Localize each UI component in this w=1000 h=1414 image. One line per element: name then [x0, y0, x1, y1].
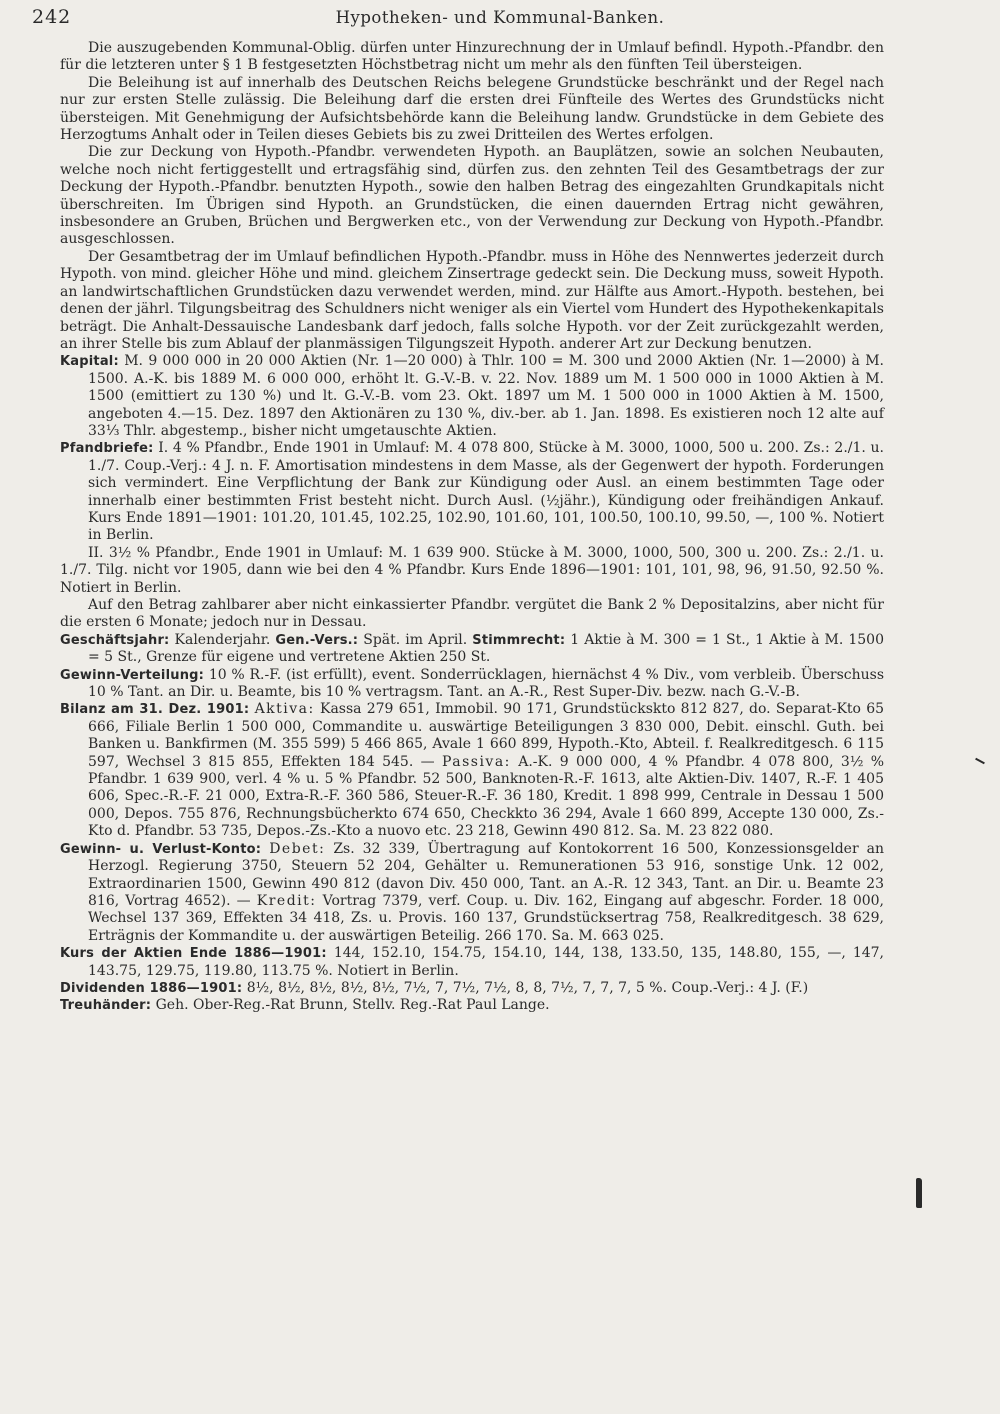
- bilanz-aktiva-word: Aktiva:: [254, 701, 315, 718]
- entry-pfandbriefe: [60, 440, 884, 544]
- dividenden-label: Dividenden 1886—1901:: [60, 980, 243, 996]
- entry-bilanz: [60, 701, 884, 840]
- entry-dividenden: [60, 980, 884, 997]
- margin-tick-mark: [975, 758, 985, 764]
- page-body: [60, 40, 884, 1015]
- entry-kurs: [60, 945, 884, 980]
- entry-treuhaender: [60, 997, 884, 1014]
- paragraph-kommunal-oblig: Die auszugebenden Kommunal-Oblig. dürfen unter Hinzurechnung der in Umlauf befindl. Hypoth.-Pfandbr. den für die letzteren unter § 1 B festgesetzten Höchstbetrag nicht um mehr als den fünften Teil übersteigen.: [60, 40, 884, 74]
- pfandbriefe-text: I. 4 % Pfandbr., Ende 1901 in Umlauf: M. 4 078 800, Stücke à M. 3000, 1000, 500 u. 200. Zs.: 2./1. u. 1./7. Coup.-Verj.: 4 J. n. F. Amortisation mindestens in dem Masse, als der Gegenwert der hypoth. Forderungen sich vermindert. Eine Verpflichtung der Bank zur Kündigung oder Ausl. an einem bestimmten Tage oder innerhalb einer bestimmten Frist besteht nicht. Durch Ausl. (½jähr.), Kündigung oder freihändigen Ankauf. Kurs Ende 1891—1901: 101.20, 101.45, 102.25, 102.90, 101.60, 101, 100.50, 100.10, 99.50, —, 100 %. Notiert in Berlin.: [88, 440, 884, 544]
- page-number: 242: [32, 6, 72, 28]
- gen-vers-label: Gen.-Vers.:: [275, 632, 359, 648]
- kapital-label: Kapital:: [60, 354, 119, 370]
- stimmrecht-text: 1 Aktie à M. 300 = 1 St., 1 Aktie à M. 1500 = 5 St., Grenze für eigene und vertretene Aktien 250 St.: [88, 631, 884, 666]
- stimmrecht-label: Stimmrecht:: [472, 632, 566, 648]
- kurs-label: Kurs der Aktien Ende 1886—1901:: [60, 946, 327, 962]
- geschaeftsjahr-label: Geschäftsjahr:: [60, 632, 170, 648]
- page-header: [30, 6, 970, 30]
- paragraph-beleihung: Die Beleihung ist auf innerhalb des Deutschen Reichs belegene Grundstücke beschränkt und der Regel nach nur zur ersten Stelle zulässig. Die Beleihung darf die ersten drei Fünfteile des Wertes des Grundstücks nicht übersteigen. Mit Genehmigung der Aufsichtsbehörde kann die Beleihung landw. Grundstücke in dem Gebiete des Herzogtums Anhalt oder in Teilen dieses Gebiets bis zu zwei Dritteilen des Wertes erfolgen.: [60, 74, 884, 144]
- bilanz-passiva-word: Passiva:: [441, 753, 511, 770]
- pfandbriefe-label: Pfandbriefe:: [60, 441, 154, 457]
- gewinn-verlust-debet-word: Debet:: [269, 840, 326, 857]
- treuhaender-label: Treuhänder:: [60, 998, 152, 1014]
- pfandbriefe-deposit: Auf den Betrag zahlbarer aber nicht einkassierter Pfandbr. vergütet die Bank 2 % Depositalzins, aber nicht für die ersten 6 Monate; jedoch nur in Dessau.: [60, 597, 884, 631]
- running-head: Hypotheken- und Kommunal-Banken.: [335, 8, 665, 27]
- gen-vers-text: Spät. im April.: [363, 631, 468, 648]
- bilanz-label: Bilanz am 31. Dez. 1901:: [60, 702, 250, 718]
- kurs-text: 144, 152.10, 154.75, 154.10, 144, 138, 133.50, 135, 148.80, 155, —, 147, 143.75, 129.75, 119.80, 113.75 %. Notiert in Berlin.: [88, 945, 885, 979]
- entry-gewinn-verlust: [60, 841, 884, 945]
- gewinn-verteilung-text: 10 % R.-F. (ist erfüllt), event. Sonderrücklagen, hiernächst 4 % Div., vom verbleib. Überschuss 10 % Tant. an Dir. u. Beamte, bis 10 % vertragsm. Tant. an A.-R., Rest Super-Div. bezw. nach G.-V.-B.: [88, 666, 885, 701]
- gewinn-verteilung-label: Gewinn-Verteilung:: [60, 667, 205, 683]
- treuhaender-text: Geh. Ober-Reg.-Rat Brunn, Stellv. Reg.-Rat Paul Lange.: [155, 997, 550, 1014]
- bilanz-aktiva-text: Kassa 279 651, Immobil. 90 171, Grundstückskto 812 827, do. Separat-Kto 65 666, Filiale Berlin 1 500 000, Commandite u. auswärtige Beteiligungen 3 830 000, Debit. einschl. Guth. bei Banken u. Bankfirmen (M. 355 599) 5 466 865, Avale 1 660 899, Hypoth.-Kto, Abteil. f. Realkreditgesch. 6 115 597, Wechsel 3 815 855, Effekten 184 545. —: [88, 701, 885, 770]
- bilanz-passiva-text: A.-K. 9 000 000, 4 % Pfandbr. 4 078 800, 3½ % Pfandbr. 1 639 900, verl. 4 % u. 5 % Pfandbr. 52 500, Banknoten-R.-F. 1613, alte Aktien-Div. 1407, R.-F. 1 405 606, Spec.-R.-F. 21 000, Extra-R.-F. 360 586, Steuer-R.-F. 36 180, Kredit. 1 898 999, Centrale in Dessau 1 500 000, Depos. 755 876, Rechnungsbücherkto 674 650, Checkkto 36 294, Avale 1 660 899, Accepte 130 000, Zs.-Kto d. Pfandbr. 53 735, Depos.-Zs.-Kto a nuovo etc. 23 218, Gewinn 490 812. Sa. M. 23 822 080.: [88, 753, 885, 840]
- geschaeftsjahr-text: Kalenderjahr.: [174, 631, 271, 648]
- margin-ink-mark: [916, 1178, 922, 1208]
- kapital-text: M. 9 000 000 in 20 000 Aktien (Nr. 1—20 000) à Thlr. 100 = M. 300 und 2000 Aktien (Nr. 1—2000) à M. 1500. A.-K. bis 1889 M. 6 000 000, erhöht lt. G.-V.-B. v. 22. Nov. 1889 um M. 1 500 000 in 1000 Aktien à M. 1500 (emittiert zu 130 %) und lt. G.-V.-B. vom 23. Okt. 1897 um M. 1 500 000 in 1000 Aktien à M. 1500, angeboten 4.—15. Dez. 1897 den Aktionären zu 130 %, div.-ber. ab 1. Jan. 1898. Es existieren noch 12 alte auf 33⅓ Thlr. abgestemp., bisher nicht umgetauschte Aktien.: [88, 353, 885, 439]
- entry-kapital: [60, 353, 884, 440]
- entry-gewinn-verteilung: [60, 667, 884, 702]
- gewinn-verlust-kredit-word: Kredit:: [256, 892, 317, 909]
- pfandbriefe-series-ii: II. 3½ % Pfandbr., Ende 1901 in Umlauf: M. 1 639 900. Stücke à M. 3000, 1000, 500, 300 u. 200. Zs.: 2./1. u. 1./7. Tilg. nicht vor 1905, dann wie bei den 4 % Pfandbr. Kurs Ende 1896—1901: 101, 101, 98, 96, 91.50, 92.50 %. Notiert in Berlin.: [60, 544, 884, 596]
- gewinn-verlust-label: Gewinn- u. Verlust-Konto:: [60, 841, 262, 857]
- entry-geschaeftsjahr: [60, 632, 884, 667]
- gewinn-verlust-kredit-text: Vortrag 7379, verf. Coup. u. Div. 162, Eingang auf abgeschr. Forder. 18 000, Wechsel 137 369, Effekten 34 418, Zs. u. Provis. 160 137, Grundstücksertrag 758, Realkreditgesch. 38 629, Erträgnis der Kommandite u. der auswärtigen Beteilig. 266 170. Sa. M. 663 025.: [88, 892, 885, 944]
- dividenden-text: 8½, 8½, 8½, 8½, 8½, 7½, 7, 7½, 7½, 8, 8, 7½, 7, 7, 7, 5 %. Coup.-Verj.: 4 J. (F.): [246, 979, 809, 996]
- paragraph-deckung-bauplaetze: Die zur Deckung von Hypoth.-Pfandbr. verwendeten Hypoth. an Bauplätzen, sowie an solchen Neubauten, welche noch nicht fertiggestellt und ertragsfähig sind, dürfen zus. den zehnten Teil des Gesamtbetrags der zur Deckung der Hypoth.-Pfandbr. benutzten Hypoth., sowie den halben Betrag des eingezahlten Grundkapitals nicht überschreiten. Im Übrigen sind Hypoth. an Grundstücken, die einen dauernden Ertrag nicht gewähren, insbesondere an Gruben, Brüchen und Bergwerken etc., von der Verwendung zur Deckung von Hypoth.-Pfandbr. ausgeschlossen.: [60, 144, 884, 248]
- gewinn-verlust-debet-text: Zs. 32 339, Übertragung auf Kontokorrent 16 500, Konzessionsgelder an Herzogl. Regierung 3750, Steuern 52 204, Gehälter u. Remunerationen 53 916, sonstige Unk. 12 002, Extraordinarien 1500, Gewinn 490 812 (davon Div. 450 000, Tant. an A.-R. 12 343, Tant. an Dir. u. Beamte 23 816, Vortrag 4652). —: [88, 840, 884, 909]
- paragraph-gesamtbetrag: Der Gesamtbetrag der im Umlauf befindlichen Hypoth.-Pfandbr. muss in Höhe des Nennwertes jederzeit durch Hypoth. von mind. gleicher Höhe und mind. gleichem Zinsertrage gedeckt sein. Die Deckung muss, soweit Hypoth. an landwirtschaftlichen Grundstücken dazu verwendet werden, mind. zur Hälfte aus Amort.-Hypoth. bestehen, bei denen der jährl. Tilgungsbeitrag des Schuldners nicht weniger als ein Viertel vom Hundert des Hypothekenkapitals beträgt. Die Anhalt-Dessauische Landesbank darf jedoch, falls solche Hypoth. vor der Zeit zurückgezahlt werden, an ihrer Stelle bis zum Ablauf der planmässigen Tilgungszeit Hypoth. anderer Art zur Deckung benutzen.: [60, 248, 884, 352]
